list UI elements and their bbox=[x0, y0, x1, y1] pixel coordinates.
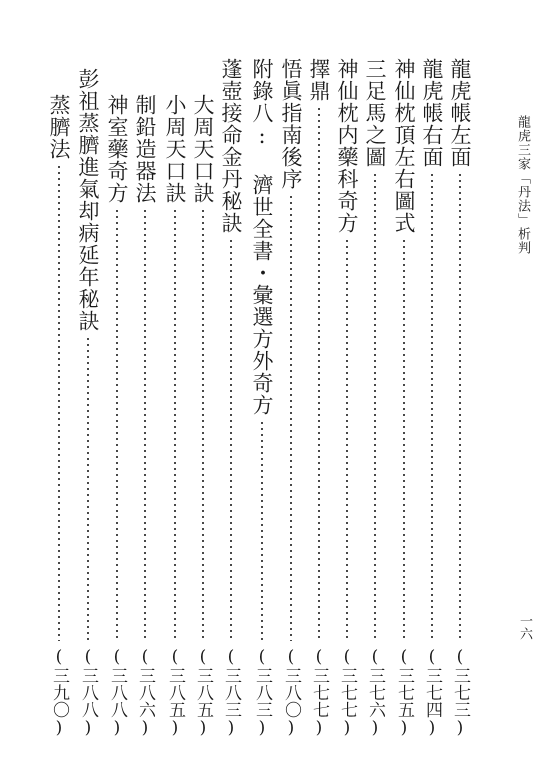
dot-leader bbox=[116, 208, 118, 641]
toc-entry-page: (三七五) bbox=[394, 647, 414, 738]
dot-leader bbox=[346, 238, 348, 641]
toc-entry bbox=[362, 58, 388, 738]
toc-entry-page: (三九〇) bbox=[49, 647, 69, 738]
toc-entry-title: 擇鼎 bbox=[307, 58, 331, 102]
toc-entry-page: (三七四) bbox=[422, 647, 442, 738]
toc-entry bbox=[104, 94, 130, 738]
toc-entry-page: (三七三) bbox=[450, 647, 470, 738]
toc-entry-page: (三八五) bbox=[165, 647, 185, 738]
toc-entry bbox=[75, 68, 101, 738]
toc-entry-title: 蓬壺接命金丹秘訣 bbox=[219, 58, 243, 234]
toc-entry-page: (三八六) bbox=[135, 647, 155, 738]
toc-entry-title: 神仙枕内藥科奇方 bbox=[335, 58, 359, 234]
toc-entry-page: (三八五) bbox=[193, 647, 213, 738]
toc-entry-page: (三七七) bbox=[309, 647, 329, 738]
toc-entry-title: 大周天口訣 bbox=[191, 94, 215, 204]
dot-leader bbox=[431, 172, 433, 641]
toc-entry-page: (三八三) bbox=[252, 647, 272, 738]
running-header: 龍虎三家「丹法」析判 bbox=[515, 115, 530, 255]
toc-entry-page: (三七六) bbox=[365, 647, 385, 738]
toc-entry-title: 悟眞指南後序 bbox=[279, 58, 303, 190]
dot-leader bbox=[459, 172, 461, 641]
dot-leader bbox=[87, 336, 89, 641]
toc-entry bbox=[190, 94, 216, 738]
toc-entry-page: (三八八) bbox=[78, 647, 98, 738]
toc-entry-title: 制鉛造器法 bbox=[133, 94, 157, 204]
toc-entry bbox=[334, 58, 360, 738]
dot-leader bbox=[58, 164, 60, 641]
toc-entry-title: 小周天口訣 bbox=[163, 94, 187, 204]
toc-entry bbox=[391, 58, 417, 738]
toc-entry bbox=[278, 58, 304, 738]
toc-entry-title: 龍虎帳右面 bbox=[420, 58, 444, 168]
toc-entry bbox=[306, 58, 332, 738]
toc-entry-page: (三八〇) bbox=[281, 647, 301, 738]
toc-entry bbox=[132, 94, 158, 738]
toc-entry-title: 蒸臍法 bbox=[47, 94, 71, 160]
dot-leader bbox=[374, 172, 376, 641]
toc-entry-title: 彭祖蒸臍進氣却病延年秘訣 bbox=[76, 68, 100, 332]
toc-entry bbox=[162, 94, 188, 738]
dot-leader bbox=[230, 238, 232, 641]
dot-leader bbox=[403, 238, 405, 641]
toc-entry bbox=[447, 58, 473, 738]
dot-leader bbox=[290, 194, 292, 641]
toc-entry-page: (三八三) bbox=[221, 647, 241, 738]
toc-entry-title: 附錄八: 濟世全書・彙選方外奇方 bbox=[250, 58, 274, 416]
toc-entry-page: (三八八) bbox=[107, 647, 127, 738]
toc-entry-title: 龍虎帳左面 bbox=[448, 58, 472, 168]
toc-entry bbox=[46, 94, 72, 738]
dot-leader bbox=[318, 106, 320, 641]
toc-entry-title: 神仙枕頂左右圖式 bbox=[392, 58, 416, 234]
toc-entry-title: 神室藥奇方 bbox=[105, 94, 129, 204]
dot-leader bbox=[144, 208, 146, 641]
page-number: 一六 bbox=[517, 614, 532, 640]
dot-leader bbox=[202, 208, 204, 641]
toc-entry bbox=[419, 58, 445, 738]
dot-leader bbox=[174, 208, 176, 641]
dot-leader bbox=[261, 420, 263, 641]
toc-entry bbox=[249, 58, 275, 738]
toc-entry bbox=[218, 58, 244, 738]
toc-entry-page: (三七七) bbox=[337, 647, 357, 738]
toc-entry-title: 三足馬之圖 bbox=[363, 58, 387, 168]
